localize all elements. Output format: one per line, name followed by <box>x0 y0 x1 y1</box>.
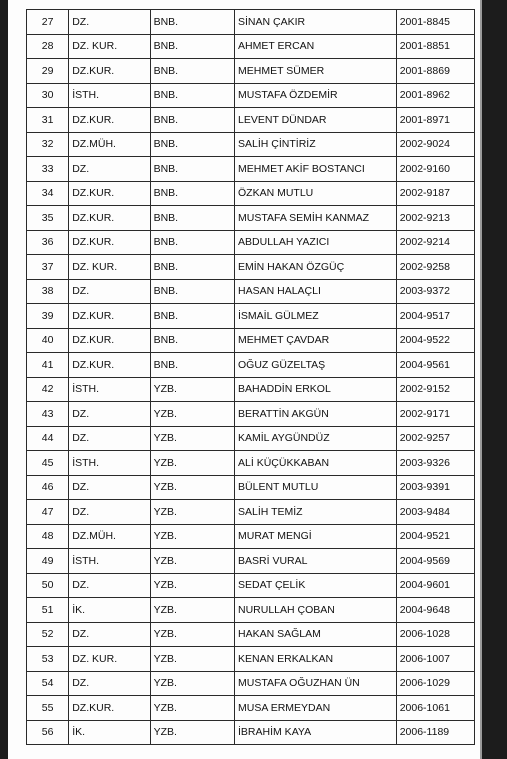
table-row <box>27 255 475 280</box>
rank-cell: YZB. <box>150 622 234 647</box>
branch-cell: İSTH. <box>69 83 150 108</box>
name-cell: BÜLENT MUTLU <box>235 475 397 500</box>
registry-number-cell: 2002-9213 <box>396 206 474 231</box>
branch-cell: DZ.KUR. <box>69 59 150 84</box>
table-row <box>27 573 475 598</box>
name-cell: NURULLAH ÇOBAN <box>235 598 397 623</box>
document-page <box>8 0 480 759</box>
rank-cell: YZB. <box>150 426 234 451</box>
branch-cell: DZ.KUR. <box>69 181 150 206</box>
row-number: 45 <box>27 451 69 476</box>
rank-cell: BNB. <box>150 83 234 108</box>
table-row <box>27 598 475 623</box>
row-number: 49 <box>27 549 69 574</box>
table-row <box>27 157 475 182</box>
name-cell: MURAT MENGİ <box>235 524 397 549</box>
row-number: 44 <box>27 426 69 451</box>
registry-number-cell: 2002-9024 <box>396 132 474 157</box>
rank-cell: YZB. <box>150 720 234 745</box>
registry-number-cell: 2002-9214 <box>396 230 474 255</box>
name-cell: SİNAN ÇAKIR <box>235 10 397 35</box>
row-number: 56 <box>27 720 69 745</box>
registry-number-cell: 2006-1061 <box>396 696 474 721</box>
row-number: 55 <box>27 696 69 721</box>
table-row <box>27 132 475 157</box>
branch-cell: DZ. <box>69 671 150 696</box>
rank-cell: YZB. <box>150 573 234 598</box>
table-row <box>27 647 475 672</box>
registry-number-cell: 2003-9391 <box>396 475 474 500</box>
registry-number-cell: 2003-9326 <box>396 451 474 476</box>
table-row <box>27 475 475 500</box>
rank-cell: YZB. <box>150 671 234 696</box>
branch-cell: İK. <box>69 720 150 745</box>
branch-cell: DZ.KUR. <box>69 230 150 255</box>
branch-cell: DZ.KUR. <box>69 328 150 353</box>
registry-number-cell: 2002-9257 <box>396 426 474 451</box>
table-row <box>27 34 475 59</box>
branch-cell: DZ. KUR. <box>69 647 150 672</box>
name-cell: ABDULLAH YAZICI <box>235 230 397 255</box>
rank-cell: BNB. <box>150 132 234 157</box>
registry-number-cell: 2001-8851 <box>396 34 474 59</box>
registry-number-cell: 2004-9601 <box>396 573 474 598</box>
name-cell: MUSTAFA OĞUZHAN ÜN <box>235 671 397 696</box>
table-row <box>27 720 475 745</box>
viewer-scrollbar-area[interactable] <box>482 0 507 759</box>
row-number: 47 <box>27 500 69 525</box>
rank-cell: YZB. <box>150 696 234 721</box>
name-cell: BASRİ VURAL <box>235 549 397 574</box>
name-cell: ÖZKAN MUTLU <box>235 181 397 206</box>
row-number: 34 <box>27 181 69 206</box>
table-row <box>27 279 475 304</box>
row-number: 27 <box>27 10 69 35</box>
table-row <box>27 206 475 231</box>
registry-number-cell: 2001-8845 <box>396 10 474 35</box>
row-number: 32 <box>27 132 69 157</box>
name-cell: SALİH ÇİNTİRİZ <box>235 132 397 157</box>
row-number: 42 <box>27 377 69 402</box>
row-number: 48 <box>27 524 69 549</box>
table-row <box>27 59 475 84</box>
name-cell: MEHMET AKİF BOSTANCI <box>235 157 397 182</box>
table-row <box>27 181 475 206</box>
rank-cell: BNB. <box>150 328 234 353</box>
branch-cell: İSTH. <box>69 377 150 402</box>
branch-cell: DZ. <box>69 500 150 525</box>
registry-number-cell: 2004-9521 <box>396 524 474 549</box>
table-row <box>27 426 475 451</box>
name-cell: HASAN HALAÇLI <box>235 279 397 304</box>
registry-number-cell: 2006-1028 <box>396 622 474 647</box>
registry-number-cell: 2003-9484 <box>396 500 474 525</box>
row-number: 52 <box>27 622 69 647</box>
row-number: 36 <box>27 230 69 255</box>
branch-cell: DZ.KUR. <box>69 696 150 721</box>
name-cell: SALİH TEMİZ <box>235 500 397 525</box>
table-row <box>27 402 475 427</box>
registry-number-cell: 2002-9187 <box>396 181 474 206</box>
row-number: 37 <box>27 255 69 280</box>
branch-cell: İSTH. <box>69 451 150 476</box>
table-row <box>27 549 475 574</box>
name-cell: MEHMET ÇAVDAR <box>235 328 397 353</box>
name-cell: KAMİL AYGÜNDÜZ <box>235 426 397 451</box>
registry-number-cell: 2001-8962 <box>396 83 474 108</box>
row-number: 40 <box>27 328 69 353</box>
row-number: 43 <box>27 402 69 427</box>
name-cell: KENAN ERKALKAN <box>235 647 397 672</box>
row-number: 30 <box>27 83 69 108</box>
table-row <box>27 328 475 353</box>
row-number: 41 <box>27 353 69 378</box>
name-cell: MUSTAFA SEMİH KANMAZ <box>235 206 397 231</box>
row-number: 51 <box>27 598 69 623</box>
row-number: 31 <box>27 108 69 133</box>
table-row <box>27 304 475 329</box>
table-row <box>27 500 475 525</box>
row-number: 29 <box>27 59 69 84</box>
name-cell: BERATTİN AKGÜN <box>235 402 397 427</box>
row-number: 53 <box>27 647 69 672</box>
rank-cell: BNB. <box>150 206 234 231</box>
table-row <box>27 83 475 108</box>
table-row <box>27 377 475 402</box>
branch-cell: DZ.KUR. <box>69 206 150 231</box>
table-row <box>27 108 475 133</box>
row-number: 54 <box>27 671 69 696</box>
registry-number-cell: 2001-8971 <box>396 108 474 133</box>
branch-cell: İK. <box>69 598 150 623</box>
registry-number-cell: 2004-9517 <box>396 304 474 329</box>
branch-cell: İSTH. <box>69 549 150 574</box>
rank-cell: YZB. <box>150 475 234 500</box>
branch-cell: DZ. <box>69 475 150 500</box>
rank-cell: BNB. <box>150 230 234 255</box>
rank-cell: YZB. <box>150 647 234 672</box>
rank-cell: BNB. <box>150 353 234 378</box>
registry-number-cell: 2002-9160 <box>396 157 474 182</box>
row-number: 28 <box>27 34 69 59</box>
registry-number-cell: 2004-9561 <box>396 353 474 378</box>
row-number: 50 <box>27 573 69 598</box>
row-number: 39 <box>27 304 69 329</box>
rank-cell: BNB. <box>150 108 234 133</box>
row-number: 35 <box>27 206 69 231</box>
row-number: 46 <box>27 475 69 500</box>
branch-cell: DZ. <box>69 426 150 451</box>
registry-number-cell: 2006-1007 <box>396 647 474 672</box>
name-cell: İSMAİL GÜLMEZ <box>235 304 397 329</box>
name-cell: MUSA ERMEYDAN <box>235 696 397 721</box>
row-number: 38 <box>27 279 69 304</box>
name-cell: OĞUZ GÜZELTAŞ <box>235 353 397 378</box>
registry-number-cell: 2002-9152 <box>396 377 474 402</box>
branch-cell: DZ. <box>69 279 150 304</box>
name-cell: ALİ KÜÇÜKKABAN <box>235 451 397 476</box>
rank-cell: BNB. <box>150 59 234 84</box>
table-row <box>27 671 475 696</box>
branch-cell: DZ.MÜH. <box>69 524 150 549</box>
name-cell: EMİN HAKAN ÖZGÜÇ <box>235 255 397 280</box>
rank-cell: BNB. <box>150 304 234 329</box>
rank-cell: BNB. <box>150 157 234 182</box>
registry-number-cell: 2006-1189 <box>396 720 474 745</box>
name-cell: AHMET ERCAN <box>235 34 397 59</box>
table-row <box>27 524 475 549</box>
personnel-table <box>26 9 475 745</box>
rank-cell: BNB. <box>150 279 234 304</box>
branch-cell: DZ.MÜH. <box>69 132 150 157</box>
row-number: 33 <box>27 157 69 182</box>
registry-number-cell: 2004-9522 <box>396 328 474 353</box>
rank-cell: YZB. <box>150 598 234 623</box>
left-border <box>0 0 8 759</box>
registry-number-cell: 2004-9569 <box>396 549 474 574</box>
branch-cell: DZ. <box>69 402 150 427</box>
registry-number-cell: 2003-9372 <box>396 279 474 304</box>
table-row <box>27 230 475 255</box>
rank-cell: YZB. <box>150 500 234 525</box>
name-cell: MEHMET SÜMER <box>235 59 397 84</box>
rank-cell: BNB. <box>150 255 234 280</box>
rank-cell: BNB. <box>150 10 234 35</box>
table-row <box>27 696 475 721</box>
personnel-table-body <box>27 10 475 745</box>
name-cell: SEDAT ÇELİK <box>235 573 397 598</box>
branch-cell: DZ. <box>69 10 150 35</box>
table-row <box>27 622 475 647</box>
registry-number-cell: 2002-9171 <box>396 402 474 427</box>
registry-number-cell: 2006-1029 <box>396 671 474 696</box>
rank-cell: BNB. <box>150 181 234 206</box>
branch-cell: DZ. <box>69 622 150 647</box>
name-cell: İBRAHİM KAYA <box>235 720 397 745</box>
rank-cell: YZB. <box>150 524 234 549</box>
name-cell: BAHADDİN ERKOL <box>235 377 397 402</box>
branch-cell: DZ.KUR. <box>69 108 150 133</box>
rank-cell: YZB. <box>150 377 234 402</box>
table-row <box>27 353 475 378</box>
branch-cell: DZ. KUR. <box>69 255 150 280</box>
name-cell: LEVENT DÜNDAR <box>235 108 397 133</box>
rank-cell: YZB. <box>150 549 234 574</box>
registry-number-cell: 2004-9648 <box>396 598 474 623</box>
registry-number-cell: 2002-9258 <box>396 255 474 280</box>
registry-number-cell: 2001-8869 <box>396 59 474 84</box>
name-cell: MUSTAFA ÖZDEMİR <box>235 83 397 108</box>
rank-cell: YZB. <box>150 402 234 427</box>
branch-cell: DZ. <box>69 157 150 182</box>
table-row <box>27 10 475 35</box>
branch-cell: DZ. KUR. <box>69 34 150 59</box>
name-cell: HAKAN SAĞLAM <box>235 622 397 647</box>
rank-cell: YZB. <box>150 451 234 476</box>
branch-cell: DZ. <box>69 573 150 598</box>
branch-cell: DZ.KUR. <box>69 353 150 378</box>
branch-cell: DZ.KUR. <box>69 304 150 329</box>
table-row <box>27 451 475 476</box>
rank-cell: BNB. <box>150 34 234 59</box>
